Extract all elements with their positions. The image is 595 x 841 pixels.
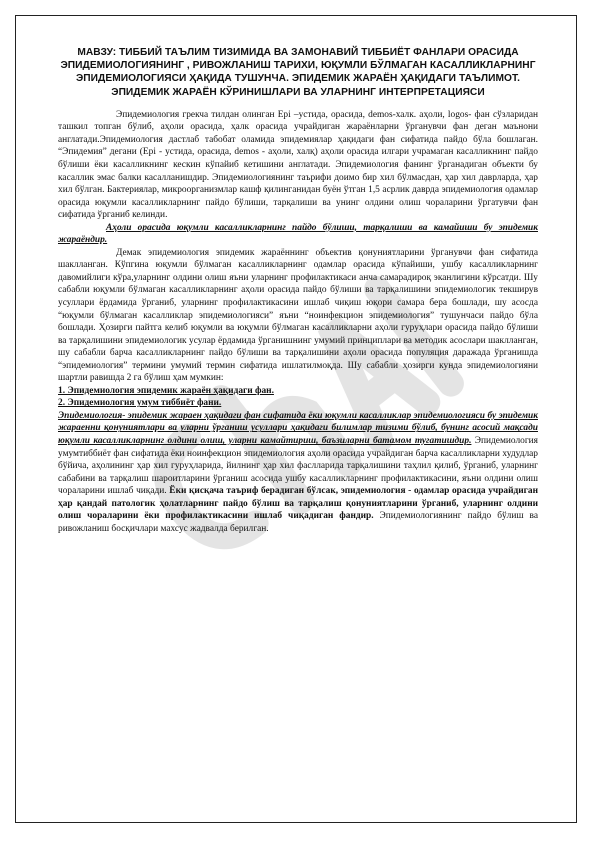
intro-paragraph: Эпидемиология грекча тилдан олинган Epi –устида, орасида, demos-халк. аҳоли, logos- фан сўзларидан ташкил топган бўлиб, аҳоли орасида, ҳалк орасида учрайдиган жараёнларни ўрганувчи фан деган маънони англатади.Эпидемиология дастлаб табобат оламида эпидемиялар ҳақидаги фан сифатида пайдо бўла бошлаган. “Эпидемия” дегани (Epi - устида, орасида, demos - аҳоли, халқ) аҳоли орасида илгари учрамаган касалликнинг пайдо бўлиши ёки касалликнинг кескин кўпайиб кетишини англатади. Эпидемиология фанинг ўрганадиган объекти бу касаллик эмас балки касалланишдир. Эпидемиологиянинг таърифи доимо бир хил бўлмасдан, ҳар хил даврларда, ҳар хил бўлган. Бактериялар, микроорганизмлар кашф қилинганидан буён ўтган 1,5 асрлик даврда эпидемиология одамлар орасида юқумли касалликларнинг пайдо бўлиши, тарқалиши ва унинг олдини олиш чораларини ўргатувчи фан сифатида ўрганиб келинди. [58, 109, 538, 221]
closing-bold-definition: Ёки қисқача таъриф берадиган бўлсак, эпидемиология - одамлар орасида учрайдиган ҳар қандай патологик ҳолатларнинг пайдо бўлиш ва тарқалиш қонуниятларини ўрганиб, уларнинг олдини олиш чораларини ёки профилактикасини ишлаб чиқадиган фандир. [58, 486, 539, 522]
closing-emphasis: Эпидемиология- эпидемик жараен ҳақидаги фан сифатида ёки юқумли касалликлар эпидемиологияси бу эпидемик жараенни қонуниятлари ва уларни ўрганиш усуллари ҳақидаги билимлар тизими бўлиб, бунинг асосий мақсади юқумли касалликларнинг олдини олиш, уларни камайтириш, баъзиларни батамом тугатишдир. [58, 410, 538, 447]
document-body [58, 46, 538, 535]
document-title: МАВЗУ: ТИББИЙ ТАЪЛИМ ТИЗИМИДА ВА ЗАМОНАВИЙ ТИББИЁТ ФАНЛАРИ ОРАСИДА ЭПИДЕМИОЛОГИЯНИНГ , РИВОЖЛАНИШ ТАРИХИ, ЮҚУМЛИ БЎЛМАГАН КАСАЛЛИКЛАРНИНГ ЭПИДЕМИОЛОГИЯСИ ҲАҚИДА ТУШУНЧА. ЭПИДЕМИК ЖАРАЁН ҲАҚИДАГИ ТАЪЛИМОТ. ЭПИДЕМИК ЖАРАЁН КЎРИНИШЛАРИ ВА УЛАРНИНГ ИНТЕРПРЕТАЦИЯСИ [60, 47, 536, 98]
closing-end: Эпидемиологиянинг пайдо бўлиш ва ривожланиш босқичлари махсус жадвалда берилган. [58, 511, 538, 534]
closing-text: Эпидемиология умумтиббиёт фан сифатида ёки ноинфекцион эпидемиология аҳоли орасида учрайдиган барча касалликларни худудлар бўйича, аҳолининг ҳар хил гуруҳларида, йилнинг ҳар хил фаслларида тарқалишини таҳлил қилиб, ўрганиб, уларнинг сабабини ва тарқалиш шароитларини ўрганиш асосида ушбу касалликларнинг профилактикасини, яъни олдини олиш чораларини ишлаб чиқади. [58, 436, 538, 497]
section-heading-epidemic-process: Аҳоли орасида юқумли касалликларнинг пайдо бўлиши, тарқалиши ва камайиши бу эпидемик жараёндир. [58, 222, 538, 246]
list-item-2: 2. Эпидемиология умум тиббиёт фани. [58, 398, 222, 409]
closing-paragraph [58, 410, 538, 535]
list-item-1: 1. Эпидемиология эпидемик жараён ҳақидаги фан. [58, 385, 274, 396]
definition-paragraph: Демак эпидемиология эпидемик жараённинг объектив қонуниятларини ўрганувчи фан сифатида шаклланган. Кўпгина юқумли бўлмаган касалликларнинг одамлар орасида кўпайиши, ушбу касалликларнинг давомийлиги кўра,уларнинг олдини олиш яъни уларнинг профилактикаси анча самарадироқ эканлигини кўрсатди. Шу сабабли юқумли бўлмаган касалликларнинг аҳоли орасида пайдо бўлиши ва тарқалишини эпидемиологик текширув усуллари ёрдамида ўрганиб, уларнинг профилактикасини ишлаб чиқиш юқори самара бера бошлади, шу асосда “юқумли бўлмаган касалликлар эпидемиологияси” яъни “ноинфекцион эпидемиология” тушунчаси пайдо бўла бошлади. Ҳозирги пайтга келиб юқумли ва юқумли бўлмаган касалликларни аҳоли гуруҳлари орасида пайдо бўлиши ва тарқалишини эпидемиологик усулар ёрдамида ўрганишнинг умумий принциплари ва методик асослари шаклланган, шу сабабли барча касалликларнинг пайдо бўлиши ва тарқалишини аҳоли орасида популяция даражада ўрганишда “эпидемиология” термини умумий термин сифатида ишлатилмоқда. Шу сабабли ҳозирги кунда эпидемиологияни шартли равишда 2 га бўлиш ҳам мумкин: [58, 247, 538, 384]
